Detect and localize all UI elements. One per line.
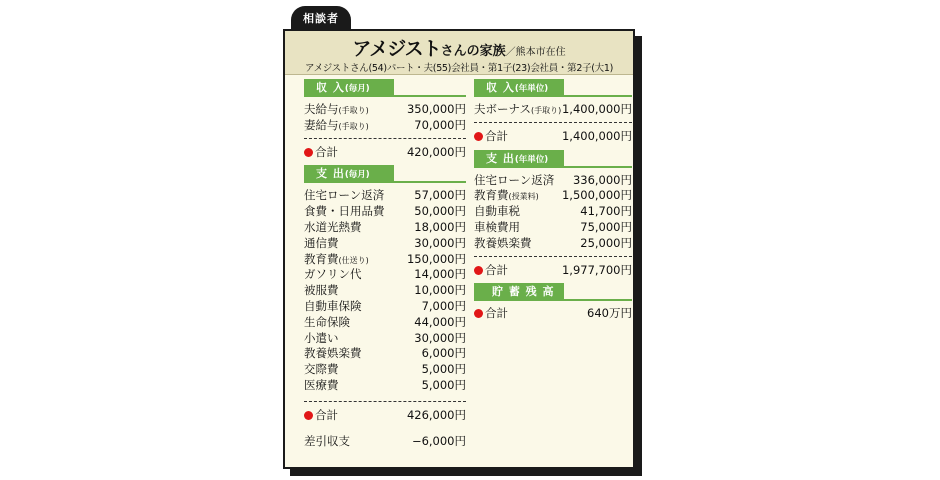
yearly-income-list (474, 101, 632, 117)
line-item (474, 172, 632, 188)
savings-total (474, 305, 632, 321)
section-label: 支 出 (486, 151, 515, 165)
line-item (304, 203, 466, 219)
section-unit: (年単位) (514, 154, 549, 165)
total-value: 1,400,000円 (561, 128, 632, 143)
item-name: 交際費 (304, 362, 339, 377)
item-note: (仕送り) (338, 255, 369, 265)
yearly-income-total (474, 128, 632, 144)
line-item (304, 266, 466, 282)
item-value: 41,700円 (580, 204, 632, 219)
line-item (474, 187, 632, 203)
household-budget-card (283, 29, 635, 469)
line-item (474, 101, 632, 117)
section-underline (564, 166, 632, 168)
section-label: 収 入 (316, 81, 345, 94)
total-value: 420,000円 (406, 144, 466, 159)
line-item (304, 282, 466, 298)
monthly-expense-header (304, 165, 466, 183)
item-value: 10,000円 (414, 283, 466, 298)
line-item (474, 203, 632, 219)
monthly-income-total (304, 144, 466, 160)
balance-value: −6,000円 (411, 433, 466, 448)
divider (304, 401, 466, 402)
line-item (474, 219, 632, 235)
balance-label: 差引収支 (304, 433, 350, 448)
family-header (285, 31, 633, 75)
item-value: 1,400,000円 (561, 102, 632, 116)
item-name: 食費・日用品費 (304, 204, 385, 219)
item-value: 5,000円 (421, 377, 466, 392)
item-name: ガソリン代 (304, 267, 362, 282)
total-value: 426,000円 (406, 407, 466, 422)
item-name: 教養娯楽費 (304, 346, 362, 361)
consultant-badge: 相談者 (291, 6, 351, 32)
family-members: アメジストさん(54)パート・夫(55)会社員・第1子(23)会社員・第2子(大1) (304, 63, 614, 74)
section-underline (394, 95, 466, 97)
monthly-balance (304, 433, 466, 449)
line-item (474, 235, 632, 251)
yearly-expense-header (474, 150, 632, 168)
divider (474, 256, 632, 257)
section-label: 収 入 (486, 81, 515, 94)
family-location: ／熊本市在住 (505, 47, 566, 58)
yearly-expense-list (474, 172, 632, 251)
item-name: 通信費 (304, 235, 339, 250)
section-unit: (毎月) (344, 170, 370, 181)
item-name: 夫給与 (304, 102, 339, 116)
item-value: 336,000円 (572, 172, 632, 187)
item-name: 小遣い (304, 330, 339, 345)
item-name: 生命保険 (304, 314, 350, 329)
item-value: 75,000円 (580, 219, 632, 234)
item-value: 7,000円 (421, 298, 466, 313)
item-name: 自動車税 (474, 204, 520, 219)
yearly-expense-total (474, 262, 632, 278)
red-dot-icon (474, 132, 483, 141)
item-name: 被服費 (304, 283, 339, 298)
section-unit: (年単位) (514, 84, 549, 94)
line-item (304, 117, 466, 133)
item-note: (授業料) (508, 192, 539, 202)
monthly-expense-list (304, 187, 466, 392)
item-value: 150,000円 (406, 251, 466, 266)
item-value: 70,000円 (414, 117, 466, 132)
savings-header (474, 283, 632, 301)
item-note: (手取り) (531, 106, 562, 115)
total-label: 合計 (315, 144, 338, 159)
total-label: 合計 (485, 128, 508, 143)
monthly-income-header (304, 79, 466, 97)
yearly-income-header (474, 79, 632, 97)
item-value: 44,000円 (414, 314, 466, 329)
item-note: (手取り) (338, 106, 369, 115)
monthly-expense-total (304, 407, 466, 423)
section-underline (564, 95, 632, 97)
item-value: 18,000円 (414, 219, 466, 234)
line-item (304, 345, 466, 361)
item-name: 教養娯楽費 (474, 235, 532, 250)
red-dot-icon (304, 411, 313, 420)
red-dot-icon (474, 266, 483, 275)
item-name: 自動車保険 (304, 298, 362, 313)
line-item (304, 101, 466, 117)
total-label: 合計 (485, 262, 508, 277)
line-item (304, 377, 466, 393)
family-suffix: さんの家族 (440, 44, 506, 59)
item-name: 水道光熱費 (304, 219, 362, 234)
section-underline (394, 181, 466, 183)
item-name: 住宅ローン返済 (474, 172, 555, 187)
line-item (304, 251, 466, 267)
line-item (304, 361, 466, 377)
yearly-column (474, 79, 632, 321)
item-name: 妻給与 (304, 117, 339, 132)
line-item (304, 219, 466, 235)
item-name: 医療費 (304, 377, 339, 392)
item-name: 住宅ローン返済 (304, 188, 385, 203)
item-value: 5,000円 (421, 362, 466, 377)
section-underline (564, 299, 632, 301)
item-value: 57,000円 (414, 188, 466, 203)
item-value: 350,000円 (406, 102, 466, 116)
item-value: 50,000円 (414, 204, 466, 219)
item-name: 教育費 (474, 188, 509, 203)
monthly-column (304, 79, 466, 448)
total-value: 1,977,700円 (561, 262, 632, 277)
item-name: 教育費 (304, 251, 339, 266)
monthly-income-list (304, 101, 466, 133)
item-value: 30,000円 (414, 235, 466, 250)
divider (304, 138, 466, 139)
section-unit: (毎月) (344, 84, 370, 94)
line-item (304, 235, 466, 251)
total-label: 合計 (485, 306, 508, 321)
family-title (285, 34, 633, 61)
item-value: 14,000円 (414, 267, 466, 282)
section-label: 貯 蓄 残 高 (474, 283, 564, 301)
family-name: アメジスト (352, 38, 441, 60)
red-dot-icon (474, 309, 483, 318)
total-value: 640万円 (587, 306, 632, 321)
item-note: (手取り) (338, 121, 369, 131)
item-value: 30,000円 (414, 330, 466, 345)
divider (474, 122, 632, 123)
line-item (304, 187, 466, 203)
total-label: 合計 (315, 407, 338, 422)
item-value: 6,000円 (421, 346, 466, 361)
line-item (304, 298, 466, 314)
line-item (304, 314, 466, 330)
item-name: 車検費用 (474, 219, 520, 234)
item-value: 25,000円 (580, 235, 632, 250)
line-item (304, 330, 466, 346)
red-dot-icon (304, 148, 313, 157)
item-name: 夫ボーナス (474, 102, 532, 116)
item-value: 1,500,000円 (561, 188, 632, 203)
section-label: 支 出 (316, 167, 345, 181)
